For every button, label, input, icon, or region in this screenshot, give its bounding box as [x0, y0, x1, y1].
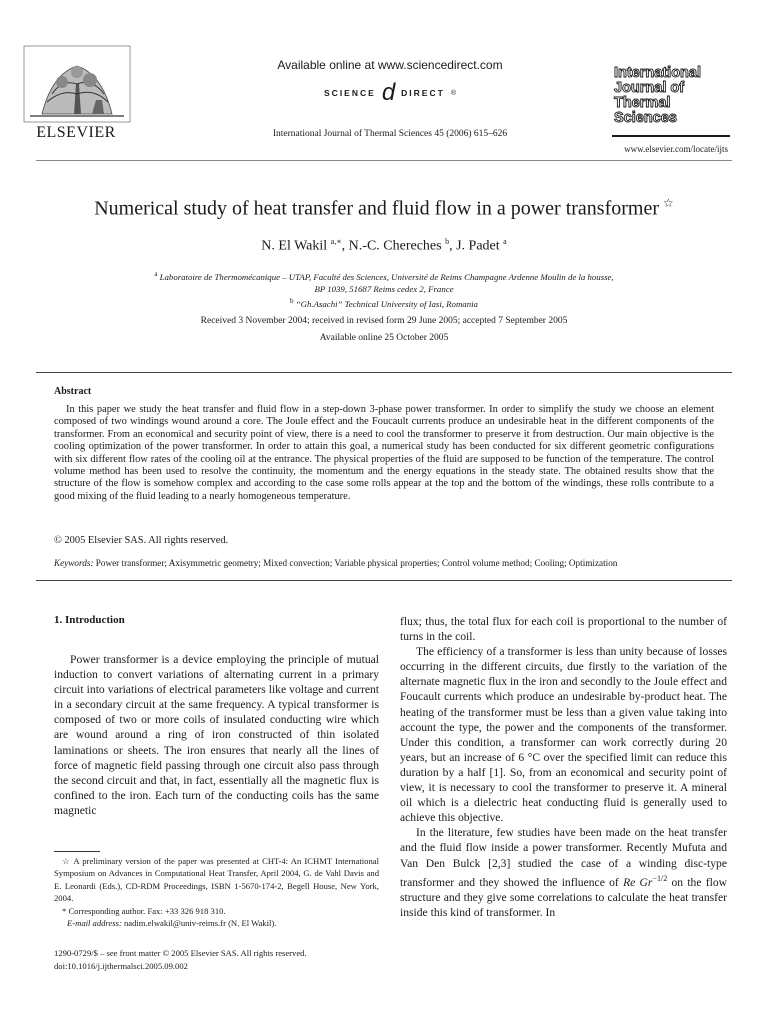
author-2[interactable]: N.-C. Chereches	[348, 238, 442, 254]
paper-title-text: Numerical study of heat transfer and fluid flow in a power transformer	[94, 197, 660, 220]
author-3-affil: a	[503, 237, 507, 246]
sd-word-science: SCIENCE	[324, 88, 376, 98]
abstract-body	[54, 404, 714, 503]
author-list: N. El Wakil $^{a,∗}$, N.-C. Chereches $^b$, J. Padet $^a$	[261, 237, 507, 254]
title-footnote-star[interactable]: ☆	[663, 196, 674, 210]
abstract-bottom-rule	[36, 580, 732, 581]
footnote-corr-mark: *	[62, 905, 67, 916]
author-3[interactable]: J. Padet	[456, 238, 500, 254]
doi-link[interactable]: doi:10.1016/j.ijthermalsci.2005.09.002	[54, 961, 188, 971]
header-divider	[36, 160, 732, 161]
footnote-star-mark: ☆	[62, 856, 71, 866]
affiliations	[40, 268, 728, 310]
affil-a-line1: Laboratoire de Thermomécanique – UTAP, Faculté des Sciences, Université de Reims Champagne Ardenne Moulin de la housse,	[159, 271, 614, 282]
journal-title-block	[608, 62, 732, 137]
front-matter-info	[54, 947, 379, 973]
author-1[interactable]: N. El Wakil	[261, 238, 328, 254]
affil-b-mark: b	[290, 296, 294, 305]
sd-at-icon: d	[381, 79, 396, 106]
email-label: E-mail address:	[67, 918, 122, 929]
keywords-list: Power transformer; Axisymmetric geometry; Mixed convection; Variable physical properties; Control volume method; Cooling; Optimization	[95, 558, 618, 568]
abstract-text: In this paper we study the heat transfer and fluid flow in a step-down 3-phase power transformer. In order to simplify the study we choose an element composed of two windings wound around a core. The Joule effect and the Foucault currents produce an undesirable heat in the different components of the transformer. From an economical and security point of view, there is a need to cool the transformer to preserve it from destruction. Our main objective is the cooling optimization of the power transformer. In order to attain this goal, a numerical study has been conducted for six different geometric configurations with six different flow rates of the cooling oil at the entrance. The physical properties of the fluid are supposed to be function of the temperature. The control volume method has been used to resolve the continuity, the momentum and the energy equations in the steady state. The obtained results show that the structure of the flow is somehow complex and according to the case some rolls appear at the top and the bottom of the windings, these rolls contribute to a good mixing of the fluid leading to a nearly homogeneous temperature.	[54, 404, 714, 502]
author-1-affil: a,∗	[330, 237, 342, 246]
footnote-corr-text: Corresponding author. Fax: +33 326 918 310.	[68, 905, 226, 916]
section-heading-introduction: 1. Introduction	[54, 614, 125, 626]
footnote-rule	[54, 851, 100, 852]
footnotes	[54, 855, 379, 929]
journal-title-line: International	[614, 65, 702, 81]
footnote-email	[54, 917, 379, 929]
affiliation-b	[40, 295, 728, 310]
sciencedirect-logo	[250, 80, 530, 106]
author-2-affil: b	[445, 237, 450, 246]
journal-title-line: Journal of	[614, 80, 685, 96]
paragraph-text: on the flow structure and they give some correlations to calculate the heat transfer inside this kind of transformer. In	[400, 875, 728, 919]
paragraph: The efficiency of a transformer is less than unity because of losses occurring in the different circuits, due firstly to the variation of the alternate magnetic flux in the iron and secondly to the Joule effect and Foucault currents which produce an undesirable by-product heat. The heating of the transformer must be less than a given value taking into account the type, the power and the components of the transformer. Under this condition, a transformer can work correctly during 20 years, but an increase of 6 °C over the specified limit can reduce this duration by a half [1]. So, from an economical and security point of view, it is necessary to cool the transformer to preserve it. A mineral oil which is a dielectric heat conducting fluid is generally used to achieve this objective.	[400, 645, 727, 825]
journal-title-line: Thermal	[614, 95, 671, 111]
abstract-heading: Abstract	[54, 386, 92, 397]
paper-title	[40, 196, 728, 221]
sd-registered-mark: ®	[450, 89, 456, 97]
right-column	[400, 614, 727, 920]
math-exponent: −1/2	[652, 873, 668, 883]
affiliation-a-line2: BP 1039, 51687 Reims cedex 2, France	[314, 283, 454, 294]
journal-url-link[interactable]: www.elsevier.com/locate/ijts	[624, 144, 728, 154]
abstract-top-rule	[36, 372, 732, 373]
email-link[interactable]: nadim.elwakil@univ-reims.fr (N. El Wakil).	[123, 918, 277, 929]
elsevier-tree-logo	[22, 44, 132, 124]
journal-title-line: Sciences	[614, 110, 677, 126]
abstract-copyright: © 2005 Elsevier SAS. All rights reserved.	[54, 535, 229, 546]
paragraph	[400, 825, 727, 919]
affil-b-text: “Gh.Asachi” Technical University of Iasi, Romania	[295, 298, 478, 309]
footnote-star	[54, 855, 379, 905]
received-dates: Received 3 November 2004; received in revised form 29 June 2005; accepted 7 September 2005	[200, 316, 568, 326]
paragraph-text: In the literature, few studies have been made on the heat transfer and the fluid flow inside a power transformer. Recently Mufuta and Van Den Bulck [2,3] studied the case of a winding disc-type transformer and they showed the influence of	[400, 826, 727, 889]
left-column	[54, 652, 379, 818]
publisher-name: ELSEVIER	[36, 124, 116, 141]
affiliation-a	[40, 268, 728, 283]
issn-line: 1290-0729/$ – see front matter © 2005 Elsevier SAS. All rights reserved.	[54, 948, 307, 958]
footnote-corresponding	[54, 905, 379, 917]
available-online-line[interactable]: Available online at www.sciencedirect.com	[277, 58, 503, 72]
sd-word-direct: DIRECT	[401, 88, 445, 98]
footnote-star-text: A preliminary version of the paper was presented at CHT-4: An ICHMT International Symposium on Advances in Computational Heat Transfer, April 2004, G. de Vahl Davis and E. Leonardi (Eds.), CD-RDM Proceedings, ISBN 1-5670-174-2, Begell House, New York, 2004.	[54, 856, 379, 904]
paragraph: flux; thus, the total flux for each coil is proportional to the number of turns in the coil.	[400, 615, 727, 644]
journal-underline	[612, 135, 730, 137]
math-re-gr: Re Gr	[623, 875, 653, 889]
available-online-date: Available online 25 October 2005	[319, 333, 449, 343]
affil-a-mark: a	[154, 270, 158, 278]
paragraph: Power transformer is a device employing the principle of mutual induction to convert variations of alternating current in a primary circuit into variations of electrical parameters like voltage and current in a secondary circuit at the same frequency. A typical transformer is composed of two or more coils of insulated conducting wire which are wound around a ring of iron constructed of thin isolated laminations or sheets. The iron ensures that nearly all the lines of force of magnetic field passing through one circuit also pass through the second circuit and that, in fact, essentially all the magnetic flux is confined to the iron. Each turn of the conducting coils has the same magnetic	[54, 653, 379, 817]
journal-citation: International Journal of Thermal Sciences 45 (2006) 615–626	[272, 129, 508, 139]
keywords-label: Keywords:	[54, 558, 94, 568]
keywords	[54, 558, 714, 568]
